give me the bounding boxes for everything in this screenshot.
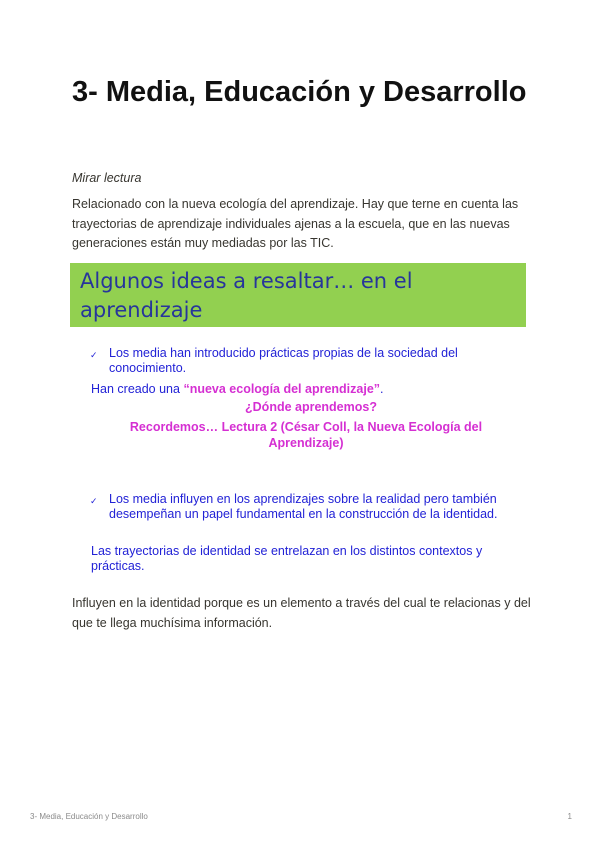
ecology-emphasis: “nueva ecología del aprendizaje”	[183, 382, 381, 396]
ecology-line	[91, 382, 531, 397]
identity-line	[91, 544, 521, 574]
check-icon: ✓	[90, 496, 98, 506]
question-line: ¿Dónde aprendemos?	[245, 400, 377, 414]
ecology-line-suffix: .	[380, 382, 384, 396]
slide-heading-box	[70, 263, 526, 327]
reminder-line: Recordemos… Lectura 2 (César Coll, la Nueva Ecología del Aprendizaje)	[129, 420, 483, 450]
subtitle: Mirar lectura	[72, 171, 142, 185]
slide-heading: Algunos ideas a resaltar… en el aprendizaje	[80, 269, 413, 322]
page-title: 3- Media, Educación y Desarrollo	[72, 76, 527, 108]
bullet-item-1: Los media han introducido prácticas propias de la sociedad del conocimiento.	[109, 346, 458, 375]
check-icon: ✓	[90, 350, 98, 360]
intro-paragraph: Relacionado con la nueva ecología del aprendizaje. Hay que terne en cuenta las trayectorias de aprendizaje individuales ajenas a la escuela, que en las nuevas generaciones están muy mediadas por las TIC.	[72, 197, 519, 250]
page-number: 1	[567, 812, 572, 821]
ecology-line-prefix: Han creado una	[91, 382, 184, 396]
bullet-item-2: Los media influyen en los aprendizajes sobre la realidad pero también desempeñan un papel fundamental en la construcción de la identidad.	[109, 492, 498, 521]
identity-line-text: Las trayectorias de identidad se entrelazan en los distintos contextos y prácticas.	[91, 544, 483, 573]
closing-paragraph: Influyen en la identidad porque es un elemento a través del cual te relacionas y del que te llega muchísima información.	[72, 596, 531, 630]
footer-title: 3- Media, Educación y Desarrollo	[30, 812, 148, 821]
